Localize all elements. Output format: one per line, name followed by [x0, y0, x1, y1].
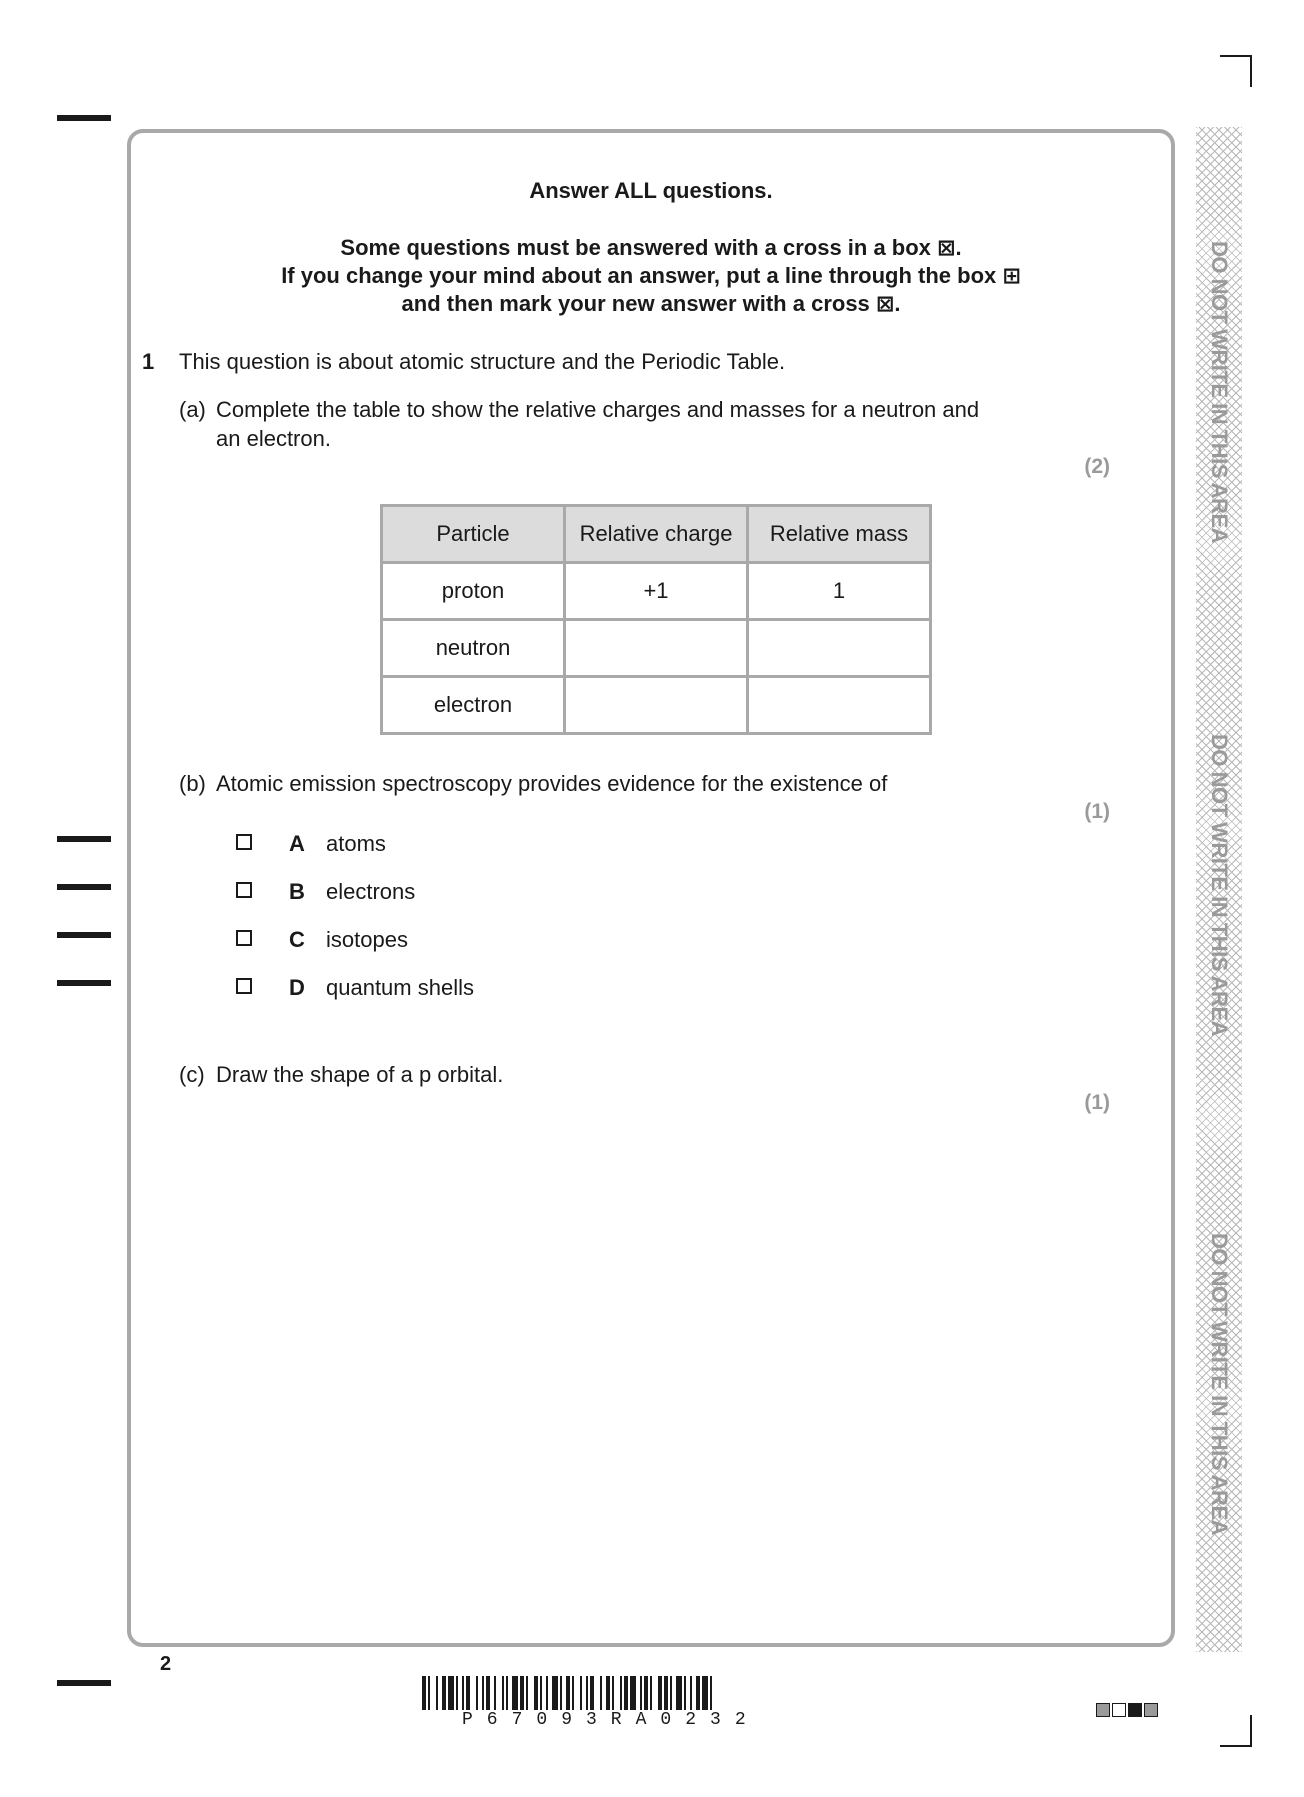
part-b-label: (b) [179, 771, 206, 796]
option-d-checkbox[interactable] [236, 978, 252, 994]
answer-cell-neutron-mass[interactable] [748, 620, 931, 677]
answer-cell-electron-charge[interactable] [565, 677, 748, 734]
page-number: 2 [160, 1653, 172, 1675]
answer-cell-electron-mass[interactable] [748, 677, 931, 734]
table-row [382, 620, 931, 677]
part-c-text: Draw the shape of a p orbital. [216, 1062, 504, 1087]
crop-mark-top-right-h [1220, 55, 1252, 57]
registration-tick [57, 115, 111, 121]
instructions-line-1: Some questions must be answered with a cross in a box ⊠. [340, 235, 962, 260]
table-row [382, 677, 931, 734]
table-header: Relative charge [565, 506, 748, 563]
side-warning-top: DO NOT WRITE IN THIS AREA [1207, 240, 1232, 544]
crop-mark-bottom-right-v [1250, 1715, 1252, 1747]
instructions-line-3: and then mark your new answer with a cross ⊠. [401, 291, 901, 316]
table-cell: 1 [748, 563, 931, 620]
table-cell: electron [382, 677, 565, 734]
question-stem: This question is about atomic structure and the Periodic Table. [179, 349, 786, 374]
registration-tick [57, 1680, 111, 1686]
part-b-marks: (1) [1084, 800, 1110, 823]
page-marker-square [1144, 1703, 1158, 1717]
part-b-text: Atomic emission spectroscopy provides evidence for the existence of [216, 771, 888, 796]
drawing-area[interactable] [216, 1130, 1096, 1610]
option-a-text: atoms [326, 831, 386, 856]
table-header: Particle [382, 506, 565, 563]
option-c-text: isotopes [326, 927, 408, 952]
option-b-letter: B [289, 879, 305, 904]
part-a-marks: (2) [1084, 455, 1110, 478]
option-d-letter: D [289, 975, 305, 1000]
registration-tick [57, 836, 111, 842]
barcode [422, 1676, 888, 1710]
instructions-heading: Answer ALL questions. [529, 178, 773, 203]
registration-tick [57, 932, 111, 938]
instructions-line-2: If you change your mind about an answer, put a line through the box ⊞ [281, 263, 1021, 288]
answer-cell-neutron-charge[interactable] [565, 620, 748, 677]
option-b-checkbox[interactable] [236, 882, 252, 898]
barcode-number: P67093RA0232 [462, 1710, 760, 1730]
question-number: 1 [142, 349, 155, 374]
part-a-text-line-1: Complete the table to show the relative charges and masses for a neutron and [216, 397, 980, 422]
crop-mark-top-right-v [1250, 55, 1252, 87]
table-header: Relative mass [748, 506, 931, 563]
option-d-text: quantum shells [326, 975, 474, 1000]
table-row [382, 563, 931, 620]
part-a-label: (a) [179, 397, 206, 422]
option-c-checkbox[interactable] [236, 930, 252, 946]
option-c-letter: C [289, 927, 305, 952]
side-warning-middle: DO NOT WRITE IN THIS AREA [1207, 733, 1232, 1037]
option-a-letter: A [289, 831, 305, 856]
table-cell: neutron [382, 620, 565, 677]
registration-tick [57, 980, 111, 986]
side-warning-bottom: DO NOT WRITE IN THIS AREA [1207, 1232, 1232, 1536]
table-cell: proton [382, 563, 565, 620]
part-c-marks: (1) [1084, 1091, 1110, 1114]
option-a-checkbox[interactable] [236, 834, 252, 850]
page-marker-square [1128, 1703, 1142, 1717]
page-marker-square [1112, 1703, 1126, 1717]
crop-mark-bottom-right-h [1220, 1745, 1252, 1747]
part-c-label: (c) [179, 1062, 205, 1087]
table-cell: +1 [565, 563, 748, 620]
table-header-row [382, 506, 931, 563]
part-a-text-line-2: an electron. [216, 426, 331, 451]
particle-table [380, 504, 932, 735]
page-marker-square [1096, 1703, 1110, 1717]
registration-tick [57, 884, 111, 890]
option-b-text: electrons [326, 879, 416, 904]
